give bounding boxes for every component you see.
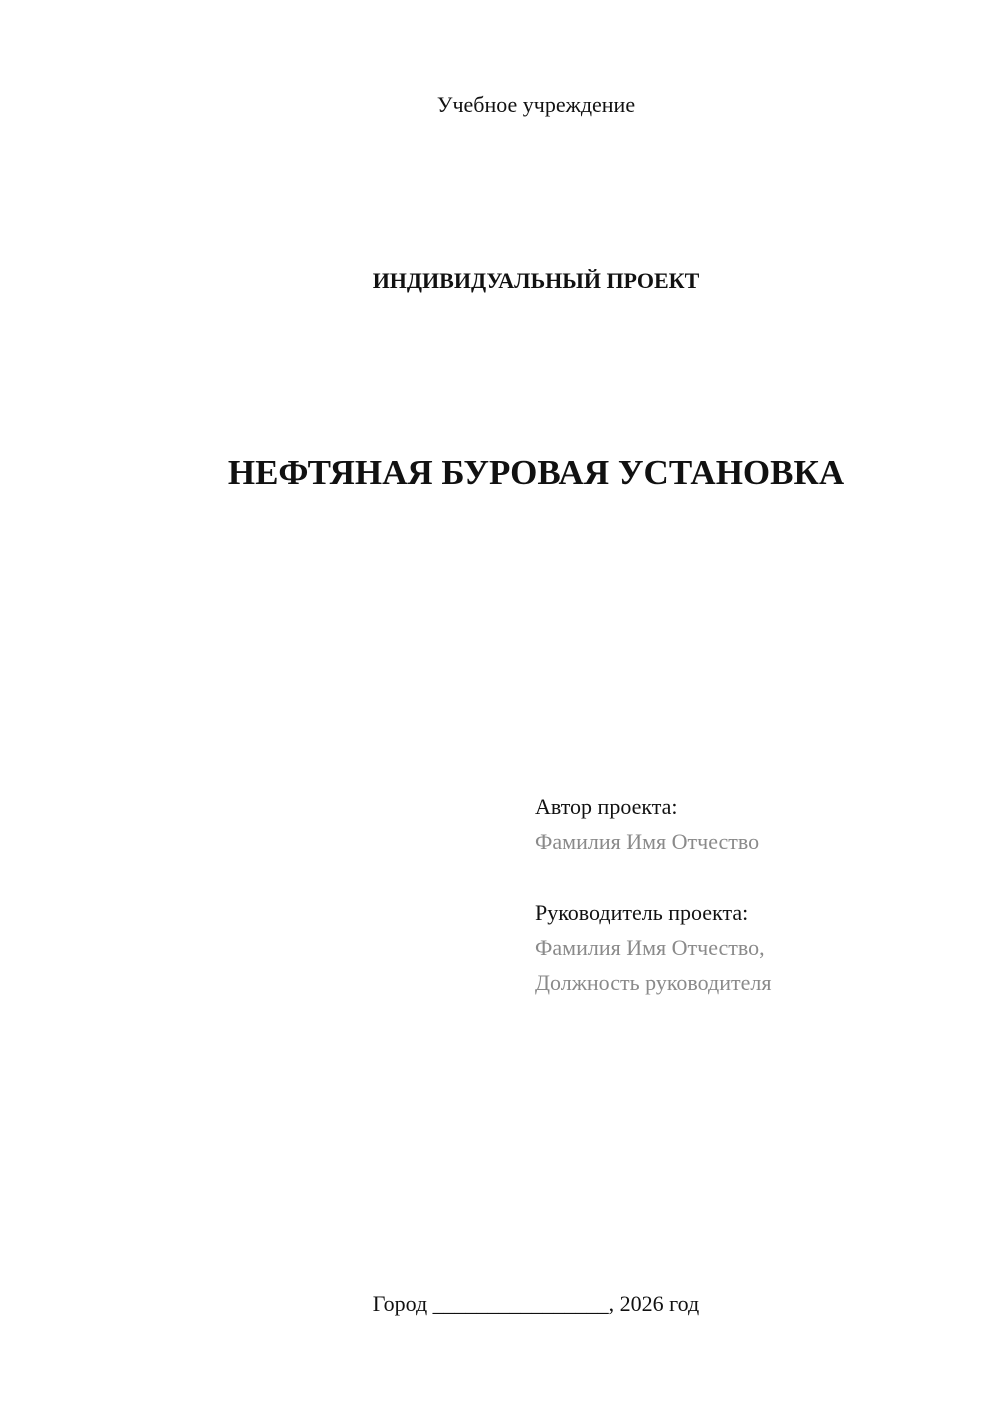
- project-info-block: [535, 789, 975, 1000]
- author-name: Фамилия Имя Отчество: [535, 829, 760, 854]
- project-type-heading: ИНДИВИДУАЛЬНЫЙ ПРОЕКТ: [372, 268, 700, 293]
- author-label: Автор проекта:: [535, 794, 678, 819]
- supervisor-position: Должность руководителя: [535, 970, 772, 995]
- project-title: НЕФТЯНАЯ БУРОВАЯ УСТАНОВКА: [227, 453, 845, 492]
- institution-name: Учебное учреждение: [436, 92, 636, 117]
- supervisor-name: Фамилия Имя Отчество,: [535, 935, 765, 960]
- supervisor-label: Руководитель проекта:: [535, 900, 749, 925]
- city-year-line: Город ________________, 2026 год: [372, 1291, 700, 1316]
- spacer: [535, 859, 975, 895]
